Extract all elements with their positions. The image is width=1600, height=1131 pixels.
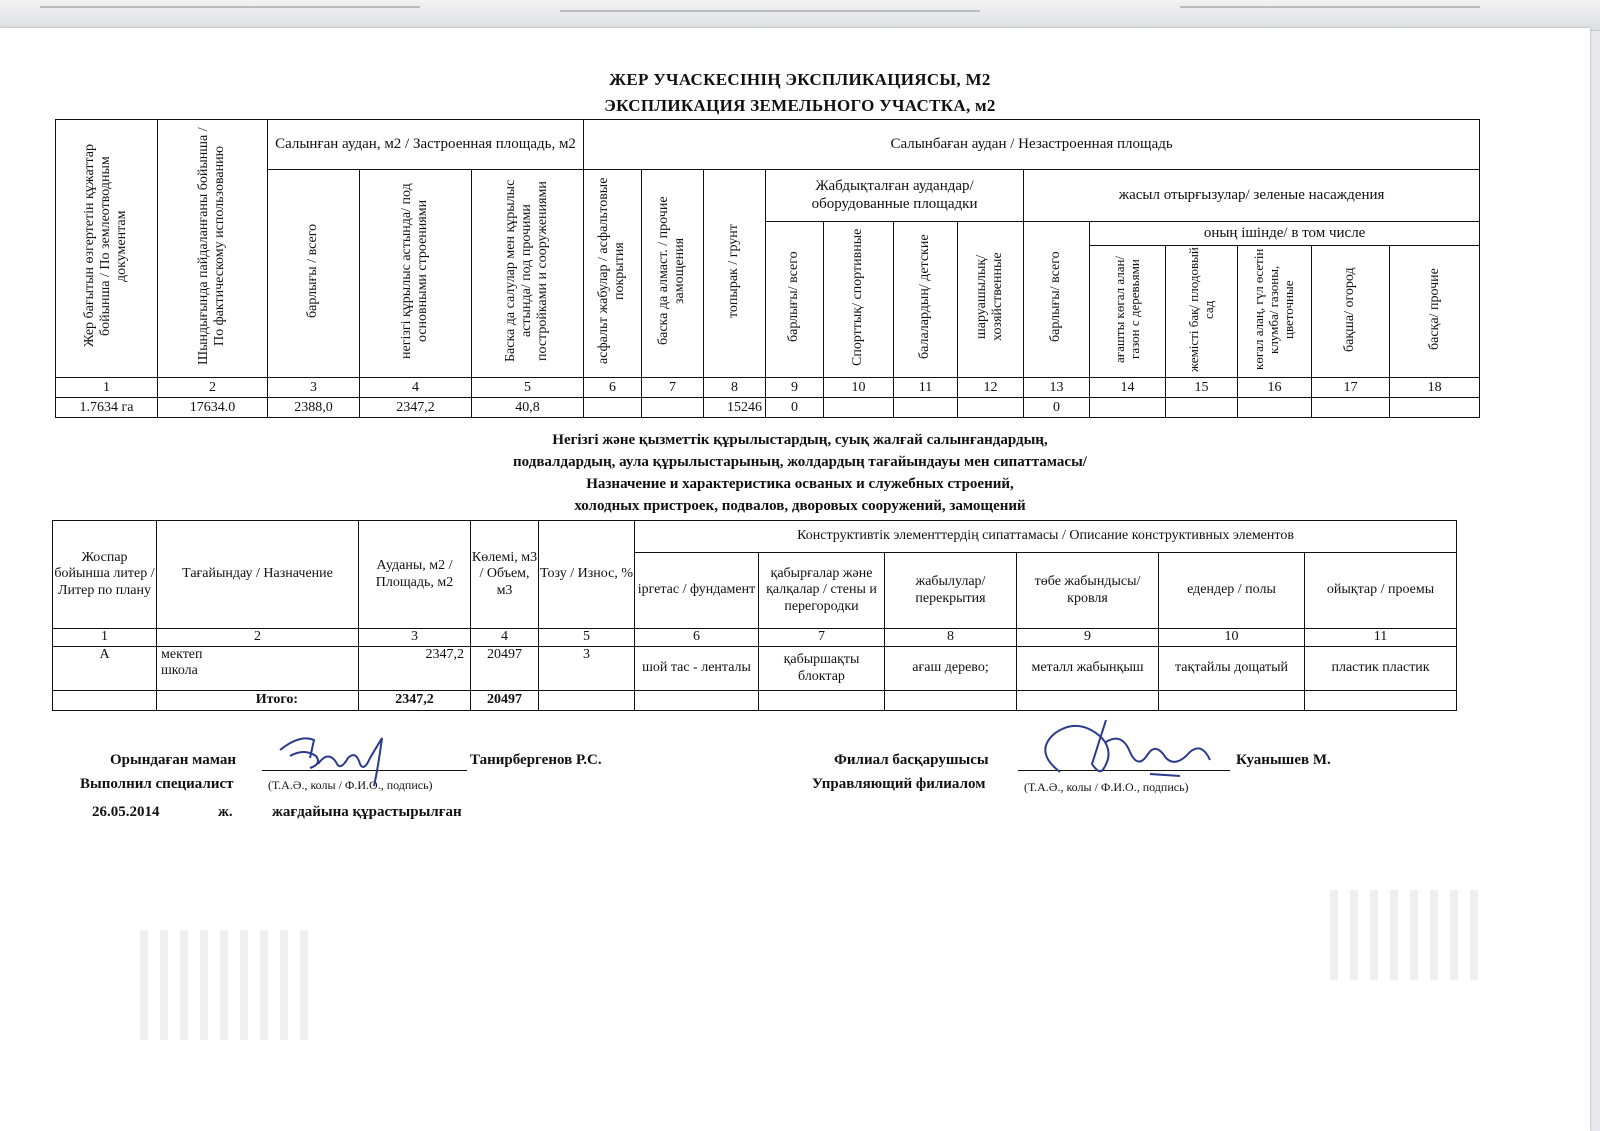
right-signer-title-kz: Филиал басқарушысы (834, 752, 989, 768)
col-num: 10 (1159, 629, 1305, 647)
date-suffix-text: жағдайына құрастырылған (272, 804, 462, 820)
band-strip (40, 6, 420, 8)
subtitle-line-2: подвалдардың, аула құрылыстарының, жолдардың тағайындауы мен сипаттамасы/ (513, 454, 1087, 470)
cell-roof: металл жабынқыш (1017, 647, 1159, 691)
cell-foundation: шой тас - ленталы (635, 647, 759, 691)
total-volume: 20497 (471, 691, 539, 711)
header-gr-total: барлығы/ всего (1024, 222, 1090, 378)
header-built-other: Баска да салулар мен құрылыс астында/ под прочими постройками и сооружениями (472, 170, 584, 378)
cell-gr-trees (1090, 398, 1166, 418)
scanner-top-band (0, 0, 1600, 31)
cell-floor: тақтайлы дощатый (1159, 647, 1305, 691)
left-handwritten-signature (270, 728, 410, 792)
col-num: 5 (472, 378, 584, 398)
header-built-main: негізгі құрылыс астында/ под основными строениями (360, 170, 472, 378)
header-equipped: Жабдықталған аудандар/ оборудованные площадки (766, 170, 1024, 222)
header-soil: топырак / грунт (704, 170, 766, 378)
cell-eq-total: 0 (766, 398, 824, 418)
left-signature-hint: (Т.А.Ә., колы / Ф.И.О., подпись) (268, 778, 433, 792)
header-gr-orchard: жемісті бақ/ плодовый сад (1166, 246, 1238, 378)
cell-wear: 3 (539, 647, 635, 691)
header-other-paving: баска да алмаст. / прочие замощения (642, 170, 704, 378)
header-built-total: барлығы / всего (268, 170, 360, 378)
subtitle-line-4: холодных пристроек, подвалов, дворовых сооружений, замощений (574, 498, 1026, 514)
land-explication-table (55, 119, 1480, 418)
cell-land-docs: 1.7634 га (56, 398, 158, 418)
header-floor: едендер / полы (1159, 553, 1305, 629)
header-green: жасыл отырғызулар/ зеленые насаждения (1024, 170, 1480, 222)
col-num: 11 (1305, 629, 1457, 647)
header-foundation: іргетас / фундамент (635, 553, 759, 629)
column-numbers-row (53, 629, 1457, 647)
bleed-through-mark (140, 930, 320, 1040)
header-built-area: Салынған аудан, м2 / Застроенная площадь, м2 (268, 120, 584, 170)
cell-walls: қабыршақты блоктар (759, 647, 885, 691)
table-row (56, 398, 1480, 418)
cell-eq-household (958, 398, 1024, 418)
col-num: 3 (359, 629, 471, 647)
col-num: 7 (759, 629, 885, 647)
col-num: 2 (157, 629, 359, 647)
header-liter: Жоспар бойынша литер / Литер по плану (53, 521, 157, 629)
total-area: 2347,2 (359, 691, 471, 711)
band-strip (560, 10, 980, 12)
col-num: 18 (1390, 378, 1480, 398)
cell-area: 2347,2 (359, 647, 471, 691)
cell-gr-orchard (1166, 398, 1238, 418)
col-num: 4 (360, 378, 472, 398)
band-strip (1180, 6, 1480, 8)
left-signer-title-ru: Выполнил специалист (80, 776, 234, 792)
header-purpose: Тағайындау / Назначение (157, 521, 359, 629)
total-empty (1017, 691, 1159, 711)
col-num: 9 (1017, 629, 1159, 647)
cell-built-total: 2388,0 (268, 398, 360, 418)
col-num: 8 (885, 629, 1017, 647)
cell-gr-garden (1312, 398, 1390, 418)
compiled-date: 26.05.2014 (92, 804, 160, 820)
header-asphalt: асфальт жабулар / асфальтовые покрытия (584, 170, 642, 378)
subtitle-line-3: Назначение и характеристика осваных и служебных строений, (586, 476, 1014, 492)
total-empty (885, 691, 1017, 711)
total-empty (53, 691, 157, 711)
header-roof: төбе жабындысы/ кровля (1017, 553, 1159, 629)
cell-eq-sport (824, 398, 894, 418)
col-num: 11 (894, 378, 958, 398)
header-volume: Көлемі, м3 / Объем, м3 (471, 521, 539, 629)
col-num: 3 (268, 378, 360, 398)
cell-gr-other (1390, 398, 1480, 418)
left-signer-title-kz: Орындаған маман (110, 752, 237, 768)
total-empty (1159, 691, 1305, 711)
subtitle-line-1: Негізгі және қызметтік құрылыстардың, суық жалғай салынғандардың, (552, 432, 1048, 448)
cell-gr-total: 0 (1024, 398, 1090, 418)
left-signer-name: Танирбергенов Р.С. (470, 752, 602, 768)
col-num: 13 (1024, 378, 1090, 398)
cell-soil: 15246 (704, 398, 766, 418)
total-empty (1305, 691, 1457, 711)
col-num: 1 (53, 629, 157, 647)
total-empty (539, 691, 635, 711)
header-actual-use: Шындығында пайдаланғаны бойынша / По фактическому использованию (158, 120, 268, 378)
table-row (53, 647, 1457, 691)
cell-built-main: 2347,2 (360, 398, 472, 418)
total-empty (759, 691, 885, 711)
col-num: 1 (56, 378, 158, 398)
buildings-table (52, 520, 1457, 711)
cell-purpose (157, 647, 359, 691)
total-label: Итого: (157, 691, 359, 711)
cell-volume: 20497 (471, 647, 539, 691)
cell-other-paving (642, 398, 704, 418)
col-num: 2 (158, 378, 268, 398)
right-handwritten-signature (1030, 712, 1230, 796)
header-floors-slabs: жабылулар/ перекрытия (885, 553, 1017, 629)
right-signature-hint: (Т.А.Ә., колы / Ф.И.О., подпись) (1024, 780, 1189, 794)
header-land-docs: Жер бағытын өзгертетін құжаттар бойынша / По землеотводным документам (56, 120, 158, 378)
col-num: 10 (824, 378, 894, 398)
cell-asphalt (584, 398, 642, 418)
header-walls: қабырғалар және қалқалар / стены и перегородки (759, 553, 885, 629)
col-num: 8 (704, 378, 766, 398)
purpose-kz: мектеп (161, 647, 203, 662)
right-signer-title-ru: Управляющий филиалом (812, 776, 986, 792)
bleed-through-mark (1330, 890, 1480, 980)
col-num: 6 (584, 378, 642, 398)
col-num: 7 (642, 378, 704, 398)
header-gr-garden: бақша/ огород (1312, 246, 1390, 378)
cell-actual-use: 17634.0 (158, 398, 268, 418)
header-constructive: Конструктивтік элементтердің сипаттамасы / Описание конструктивных элементов (635, 521, 1457, 553)
col-num: 4 (471, 629, 539, 647)
right-signer-name: Куанышев М. (1236, 752, 1331, 768)
header-unbuilt-area: Салынбаған аудан / Незастроенная площадь (584, 120, 1480, 170)
cell-eq-child (894, 398, 958, 418)
col-num: 12 (958, 378, 1024, 398)
title-kz: ЖЕР УЧАСКЕСІНІҢ ЭКСПЛИКАЦИЯСЫ, М2 (609, 70, 991, 89)
col-num: 16 (1238, 378, 1312, 398)
header-wear: Тозу / Износ, % (539, 521, 635, 629)
purpose-ru: школа (161, 663, 198, 679)
total-empty (635, 691, 759, 711)
total-row (53, 691, 1457, 711)
column-numbers-row (56, 378, 1480, 398)
header-gr-trees: ағашты көгал алан/ газон с деревьями (1090, 246, 1166, 378)
header-gr-other: басқа/ прочие (1390, 246, 1480, 378)
col-num: 5 (539, 629, 635, 647)
cell-floors-slabs: ағаш дерево; (885, 647, 1017, 691)
header-area: Ауданы, м2 / Площадь, м2 (359, 521, 471, 629)
col-num: 9 (766, 378, 824, 398)
cell-gr-lawn (1238, 398, 1312, 418)
header-eq-child: балалардың/ детские (894, 222, 958, 378)
date-suffix-year: ж. (218, 804, 233, 820)
title-ru: ЭКСПЛИКАЦИЯ ЗЕМЕЛЬНОГО УЧАСТКА, м2 (604, 96, 996, 115)
header-including: оның ішінде/ в том числе (1090, 222, 1480, 246)
header-gr-lawn: көгал алаң, гүл өсетін клумба/ газоны, цветочные (1238, 246, 1312, 378)
col-num: 17 (1312, 378, 1390, 398)
header-eq-household: шаруашылық/ хозяйственные (958, 222, 1024, 378)
col-num: 15 (1166, 378, 1238, 398)
header-openings: ойықтар / проемы (1305, 553, 1457, 629)
header-eq-total: барлығы/ всего (766, 222, 824, 378)
cell-openings: пластик пластик (1305, 647, 1457, 691)
cell-liter: А (53, 647, 157, 691)
col-num: 6 (635, 629, 759, 647)
header-eq-sport: Спорттық/ спортивные (824, 222, 894, 378)
cell-built-other: 40,8 (472, 398, 584, 418)
col-num: 14 (1090, 378, 1166, 398)
